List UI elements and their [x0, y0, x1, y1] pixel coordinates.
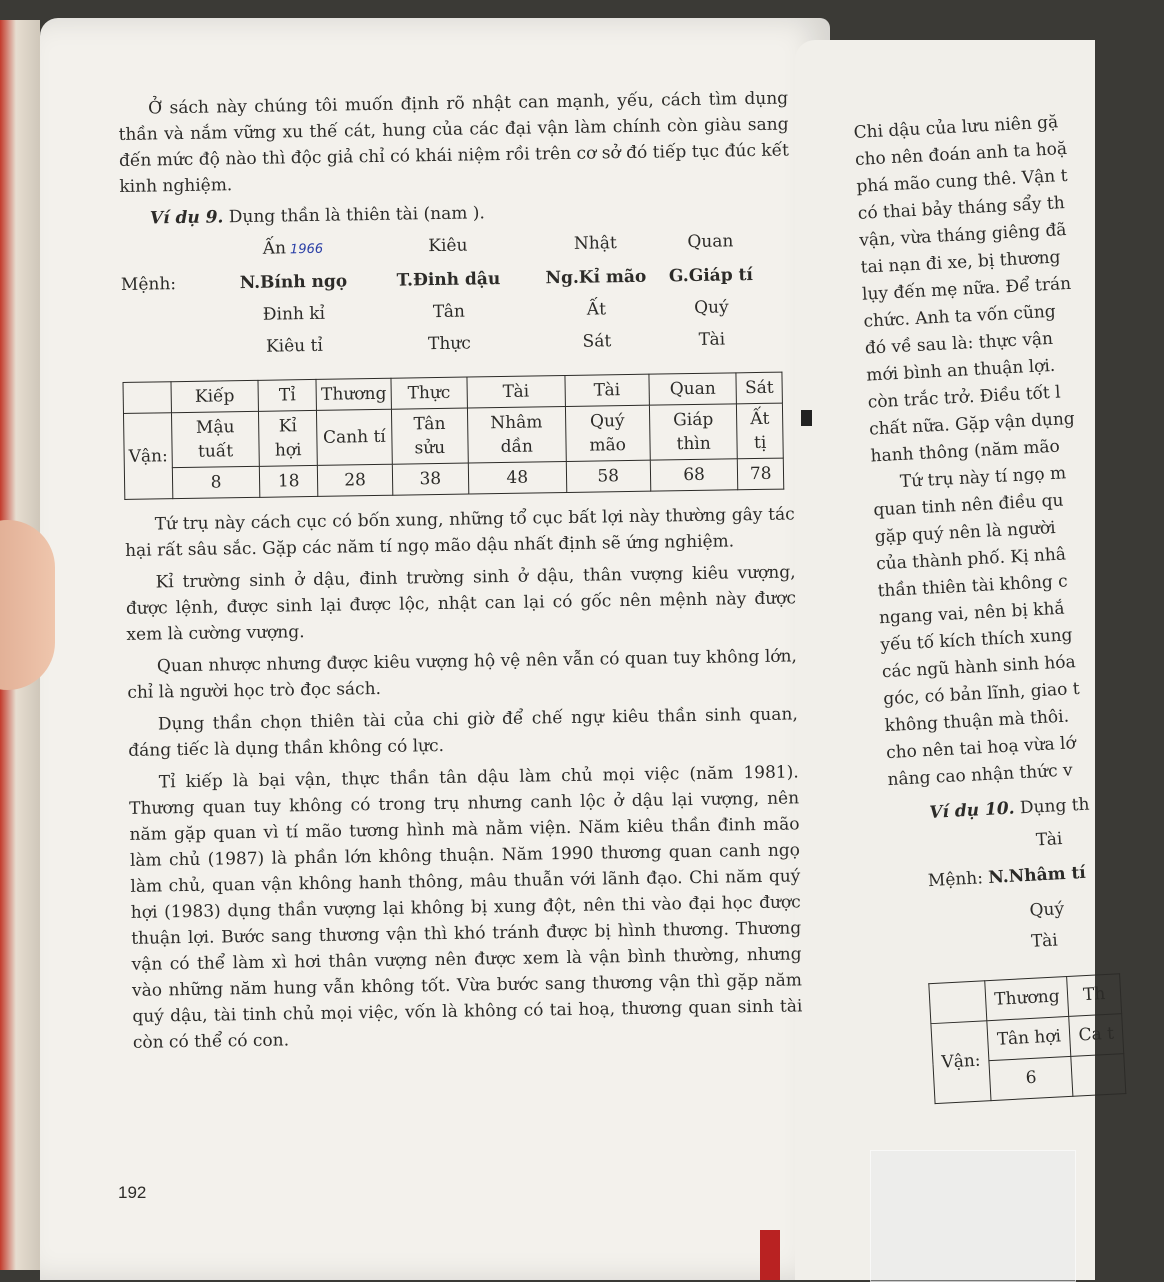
table-cell: Canh tí — [317, 409, 392, 465]
chart2-pillar-row — [892, 856, 1153, 897]
table-cell: 68 — [650, 459, 738, 491]
body-paragraph: Quan nhược nhưng được kiêu vượng hộ vệ nên vẫn có quan tuy không lớn, chỉ là người học trò đọc sách. — [127, 646, 798, 703]
table-cell: 38 — [392, 463, 469, 495]
table-cell: 78 — [738, 458, 784, 490]
table-cell: Quý mão — [565, 405, 650, 461]
left-page-content — [118, 85, 803, 1055]
luck-cycle-table — [122, 372, 784, 500]
luck-cycle-table-2 — [928, 973, 1126, 1104]
table-cell: Mậu tuất — [172, 411, 260, 467]
text-line: yếu tố kích thích xung — [880, 625, 1073, 656]
table-cell: Kỉ hợi — [258, 410, 317, 466]
text-line: Tứ trụ này tí ngọ m — [899, 463, 1067, 493]
pillar-year: N.Bính ngọ — [239, 271, 348, 294]
god-3: Sát — [582, 331, 612, 352]
table-cell: 28 — [318, 464, 393, 496]
table-cell: Quan — [649, 373, 737, 405]
god-4: Tài — [698, 329, 726, 350]
table-cell: Tân hợi — [987, 1016, 1071, 1060]
body-paragraph: Tứ trụ này cách cục có bốn xung, những tổ cục bất lợi này thường gây tác hại rất sâu sắc. Gặp các năm tí ngọ mão dậu nhất định sẽ ứng nghiệm. — [124, 504, 795, 561]
text-line: đó về sau là: thực vận — [864, 328, 1054, 359]
table-row-label: Vận: — [931, 1021, 991, 1104]
text-line: mới bình an thuận lợi. — [865, 355, 1056, 386]
thumb — [0, 520, 55, 690]
table-cell: 58 — [566, 460, 651, 492]
text-line: chức. Anh ta vốn cũng — [863, 301, 1057, 332]
stem-3: Ất — [586, 299, 607, 320]
table-cell — [1071, 1054, 1125, 1097]
pillar-day: Ng.Kỉ mão — [545, 266, 647, 289]
text-line: chất nữa. Gặp vận dụng — [868, 408, 1076, 440]
god-2: Thực — [427, 333, 471, 355]
right-page-content — [853, 106, 1164, 1105]
chart2-top: Tài — [1035, 829, 1063, 851]
table-cell: 6 — [989, 1056, 1073, 1100]
pillar-month: T.Đinh dậu — [396, 269, 501, 291]
page-number: 192 — [118, 1183, 147, 1202]
text-line: cho nên đoán anh ta hoặ — [854, 138, 1068, 170]
god-1: Kiêu tỉ — [265, 335, 324, 357]
text-line: gặp quý nên là người — [874, 517, 1057, 548]
table-row-label: Vận: — [123, 413, 172, 500]
chart-top-1: Ấn 1966 — [262, 238, 324, 259]
stem-1: Đinh kỉ — [262, 303, 326, 325]
table-cell: Tài — [467, 376, 565, 409]
menh-label-2: Mệnh: — [927, 868, 984, 892]
text-line: vận, vừa tháng giêng đã — [858, 219, 1067, 251]
chart-top-3: Nhật — [573, 233, 617, 254]
body-paragraph: Kỉ trường sinh ở dậu, đinh trường sinh ở dậu, thân vượng kiêu vượng, được lệnh, được sinh lại được lộc, nhật can lại có gốc nên mệnh này được xem là cường vượng. — [125, 562, 797, 645]
table-cell: Tài — [564, 374, 649, 406]
birth-chart-2 — [890, 821, 1156, 962]
text-line: còn trắc trở. Điều tốt l — [867, 382, 1062, 413]
text-line: tai nạn đi xe, bị thương — [860, 247, 1061, 278]
table-cell: Tỉ — [258, 379, 317, 411]
text-line: không thuận mà thôi. — [884, 706, 1070, 737]
text-line: hanh thông (năm mão — [870, 436, 1061, 467]
table-cell: 48 — [468, 462, 566, 495]
stem-2: Tân — [432, 301, 466, 323]
table-cell: Ất tị — [737, 403, 783, 459]
text-line: có thai bảy tháng sẩy th — [857, 193, 1066, 224]
text-line: ngang vai, nên bị khắ — [878, 598, 1066, 629]
birth-chart — [120, 227, 792, 362]
text-line: lụy đến mẹ nữa. Để trán — [861, 273, 1072, 305]
table-cell: Thương — [316, 378, 391, 410]
example-10-label: Ví dụ 10. — [928, 798, 1016, 823]
text-line: quan tinh nên điều qu — [872, 490, 1064, 521]
table-cell: 8 — [172, 466, 259, 498]
bookmark-ribbon — [760, 1230, 780, 1280]
table-cell: Sát — [736, 372, 782, 404]
text-line: thần thiên tài không c — [877, 571, 1069, 602]
example-9-label: Ví dụ 9. — [149, 207, 224, 229]
example-9-heading — [150, 195, 790, 231]
text-line: các ngũ hành sinh hóa — [881, 652, 1077, 683]
stem-4: Quý — [693, 297, 729, 318]
table-cell: Th — [1067, 974, 1121, 1017]
text-line: Chi dậu của lưu niên gặ — [853, 112, 1059, 143]
example-10-title: Dụng th — [1019, 794, 1090, 819]
text-line: nâng cao nhận thức v — [887, 760, 1074, 791]
table-cell: Kiếp — [171, 380, 258, 412]
pillar-hour: G.Giáp tí — [668, 265, 754, 287]
page-marker — [801, 410, 812, 426]
body-paragraph: Dụng thần chọn thiên tài của chi giờ để chế ngự kiêu thần sinh quan, đáng tiếc là dụng thần không có lực. — [128, 704, 798, 761]
chart-top-4: Quan — [687, 231, 734, 253]
text-line: cho nên tai hoạ vừa lớ — [885, 733, 1077, 764]
table-cell: Ca t — [1069, 1014, 1123, 1057]
table-cell: Tân sửu — [391, 408, 468, 464]
handwritten-year: 1966 — [289, 241, 324, 258]
text-line: phá mão cung thê. Vận t — [855, 165, 1068, 197]
table-cell: Nhâm dần — [467, 407, 565, 464]
chart-top-2: Kiêu — [428, 235, 468, 257]
table-cell: Giáp thìn — [649, 404, 737, 460]
text-line: của thành phố. Kị nhâ — [875, 544, 1067, 575]
chart2-god: Tài — [1030, 930, 1059, 952]
chart2-stem: Quý — [1029, 899, 1065, 921]
acrylic-stand — [870, 1150, 1076, 1282]
table-cell: Thương — [985, 976, 1069, 1020]
pillar-year-2: N.Nhâm tí — [987, 862, 1087, 888]
table-cell: 18 — [259, 465, 318, 497]
example-9-title: Dụng thần là thiên tài (nam ). — [228, 203, 485, 228]
menh-label: Mệnh: — [120, 274, 177, 295]
table-cell: Thực — [391, 377, 468, 409]
text-line: góc, có bản lĩnh, giao t — [882, 678, 1081, 710]
body-paragraph: Tỉ kiếp là bại vận, thực thần tân dậu làm chủ mọi việc (năm 1981). Thương quan tuy không có trong trụ nhưng canh lộc ở dậu lại vượng, nên năm gặp quan vì tí mão tương hình mà nằm viện. Năm kiêu thần đinh mão làm chủ (1987) là phần lớn không thuận. Năm 1990 thương quan canh ngọ làm chủ, quan vận không hanh thông, mâu thuẫn với lãnh đạo. Chi năm quý hợi (1983) dụng thần vượng lại không bị xung đột, nên thi vào đại học được thuận lợi. Bước sang thương vận thì khó tránh được bị hình thương. Thương vận có thể làm xì hơi thân vượng nên được xem là vận bình thường, nhưng vào những năm hung vẫn không tốt. Vừa bước sang thương vận thì gặp năm quý dậu, tài tinh chủ mọi việc, vốn là không có tai hoạ, thương quan sinh tài còn có thể có con. — [129, 762, 803, 1053]
intro-paragraph: Ở sách này chúng tôi muốn định rõ nhật can mạnh, yếu, cách tìm dụng thần và nắm vững xu thế cát, hung của các đại vận làm chính còn giàu sang đến mức độ nào thì độc giả chỉ có khái niệm rồi trên cơ sở đó tiếp tục đúc kết kinh nghiệm. — [118, 88, 790, 197]
